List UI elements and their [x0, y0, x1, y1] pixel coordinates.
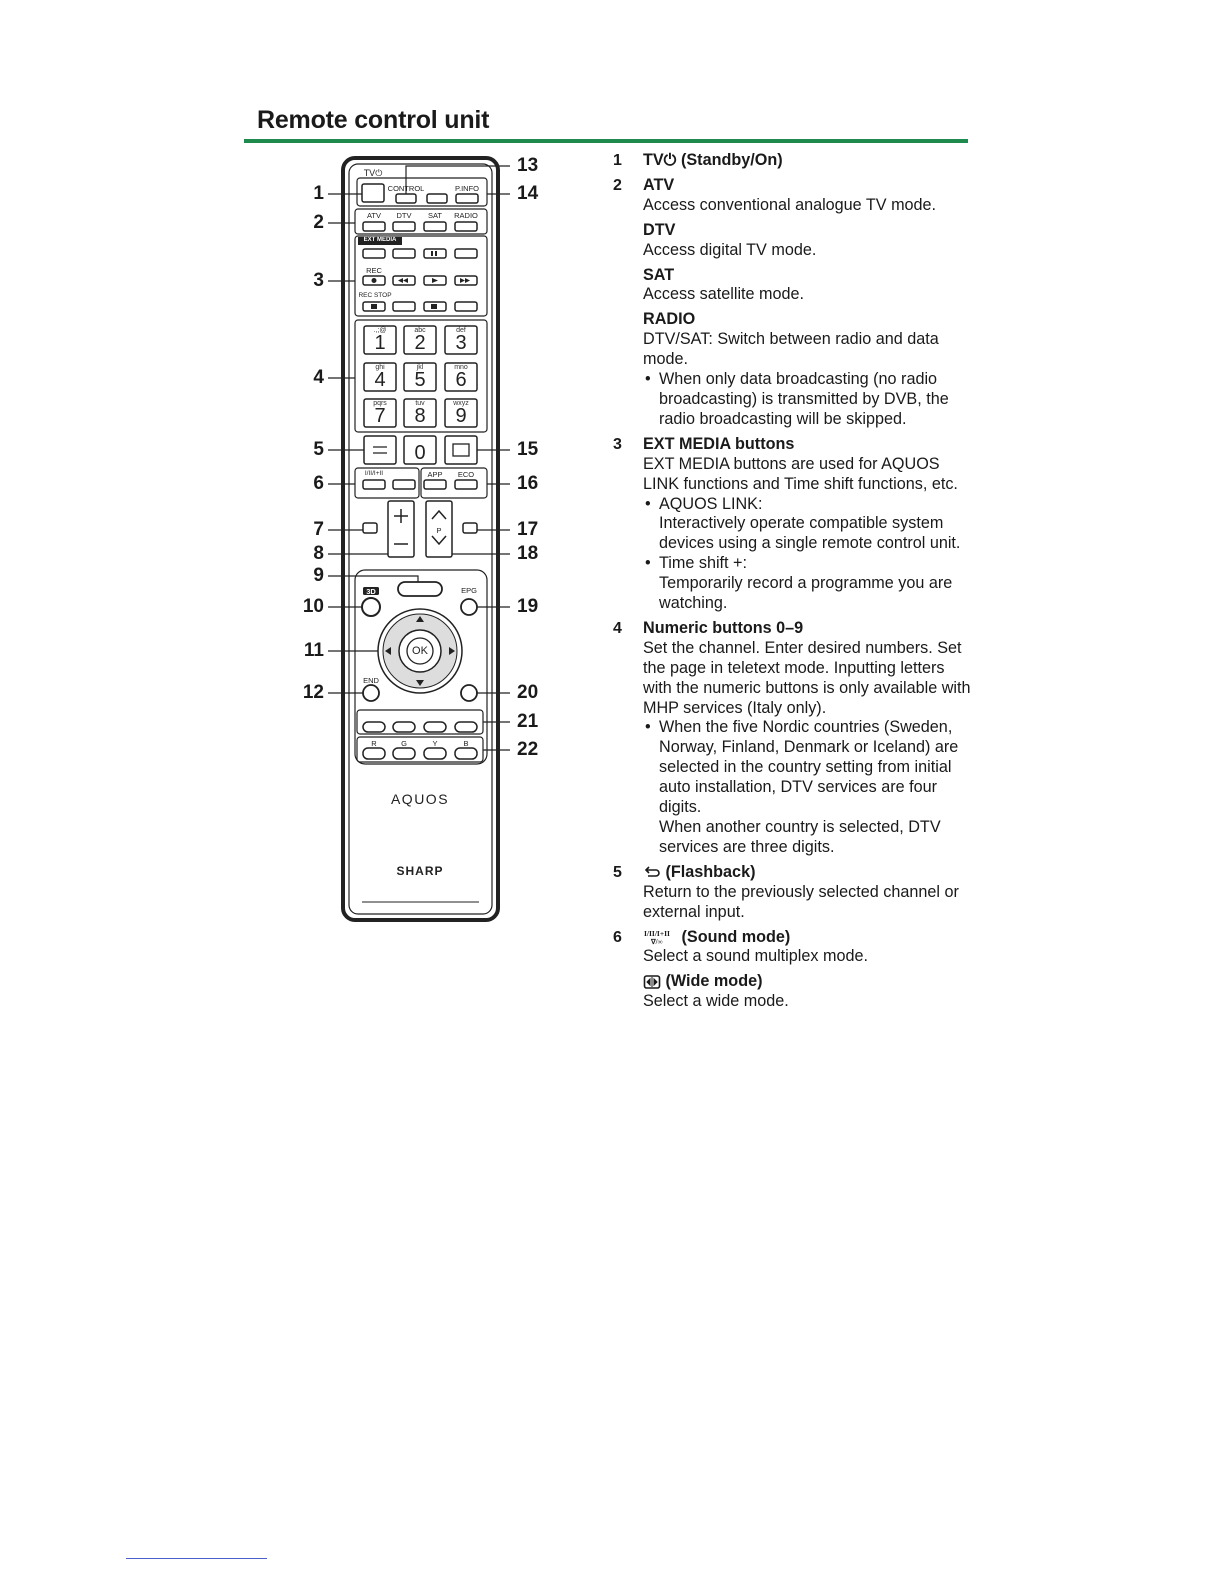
item-heading-row — [643, 928, 973, 948]
digit-letters-1: .,;@ — [373, 327, 387, 334]
ext-media-label: EXT MEDIA — [363, 237, 397, 243]
item-2 — [613, 176, 973, 430]
nordic-bullet: • When the five Nordic countries (Sweden, Norway, Finland, Denmark or Iceland) are selected in the country setting from initial auto installation, DTV services are four digits. — [643, 718, 973, 818]
page-title: Remote control unit — [257, 106, 490, 134]
item-heading: TV⏻ (Standby/On) — [643, 151, 783, 169]
item-text: Select a sound multiplex mode. — [643, 947, 868, 966]
sub-text-dtv: Access digital TV mode. — [643, 240, 817, 259]
digit-1: 1 — [374, 332, 386, 354]
item-number: 6 — [613, 928, 622, 946]
power-button — [362, 184, 384, 202]
callout-7: 7 — [313, 519, 324, 540]
digit-letters-7: pqrs — [373, 400, 387, 407]
item-heading: Numeric buttons 0–9 — [643, 618, 804, 637]
radio-note-bullet: • When only data broadcasting (no radio broadcasting) is transmitted by DVB, the radio broadcasting will be skipped. — [643, 370, 973, 430]
digit-5: 5 — [414, 369, 426, 391]
subtitle-button — [463, 523, 477, 533]
callout-2: 2 — [313, 212, 324, 233]
teletext-button — [427, 194, 447, 203]
digit-letters-3: def — [456, 327, 466, 334]
sound-label: I/II/I+II — [364, 470, 384, 477]
sat-button — [424, 222, 446, 231]
end-button — [363, 685, 379, 701]
callout-5: 5 — [313, 439, 324, 460]
callout-15: 15 — [517, 439, 539, 460]
button-descriptions — [613, 151, 973, 1012]
atv-label: ATV — [366, 211, 382, 220]
digit-2: 2 — [414, 332, 426, 354]
digit-3: 3 — [455, 332, 467, 354]
atv-button — [363, 222, 385, 231]
item-heading: EXT MEDIA buttons — [643, 434, 795, 453]
digit-0: 0 — [414, 442, 426, 464]
digit-4: 4 — [374, 369, 386, 391]
nordic-bullet-continued: When another country is selected, DTV services are three digits. — [659, 818, 941, 856]
digit-letters-2: abc — [414, 327, 426, 334]
callout-21: 21 — [517, 711, 539, 732]
dtv-label: DTV — [396, 211, 412, 220]
sharp-logo: SHARP — [396, 864, 444, 878]
item-number: 4 — [613, 619, 622, 637]
control-button — [396, 194, 416, 203]
sub-text-wide: Select a wide mode. — [643, 992, 789, 1011]
color-label-g: G — [401, 739, 407, 748]
svg-text:∇/∞: ∇/∞ — [651, 938, 663, 947]
svg-text:I/II/I+II: I/II/I+II — [644, 929, 670, 939]
3d-button — [362, 598, 380, 616]
item-heading: ATV — [643, 175, 675, 194]
sub-text-sat: Access satellite mode. — [643, 285, 805, 304]
home-button — [398, 582, 442, 596]
digit-8: 8 — [414, 405, 426, 427]
digit-7: 7 — [374, 405, 386, 427]
item-number: 3 — [613, 435, 622, 453]
remote-illustration — [300, 150, 560, 930]
sub-heading-sat: SAT — [643, 265, 675, 284]
rec-label: REC — [366, 266, 382, 275]
input-button — [445, 436, 477, 464]
time-shift-bullet: • Time shift +: — [643, 554, 973, 574]
item-5 — [613, 863, 973, 923]
callout-19: 19 — [517, 596, 539, 617]
title-rule — [244, 139, 968, 143]
item-heading: (Flashback) — [665, 862, 756, 881]
item-text: Return to the previously selected channel or external input. — [643, 882, 959, 921]
footer-link-underline — [126, 1558, 267, 1559]
digit-letters-4: ghi — [375, 364, 385, 371]
digit-letters-5: jkl — [416, 364, 424, 371]
callout-9: 9 — [313, 565, 324, 586]
eco-label: ECO — [457, 470, 475, 479]
callout-10: 10 — [302, 596, 324, 617]
end-label: END — [363, 676, 379, 685]
digit-9: 9 — [455, 405, 467, 427]
item-text: Access conventional analogue TV mode. — [643, 195, 937, 214]
item-heading: (Sound mode) — [681, 927, 791, 946]
callout-4: 4 — [313, 367, 324, 388]
sat-label: SAT — [427, 211, 443, 220]
callout-8: 8 — [313, 543, 324, 564]
radio-label: RADIO — [454, 211, 478, 220]
callout-13: 13 — [517, 155, 539, 176]
callout-6: 6 — [313, 473, 324, 494]
sound-mode-icon — [643, 928, 677, 946]
callout-17: 17 — [517, 519, 539, 540]
p-label: P — [436, 526, 442, 535]
tv-label: TV⏻ — [363, 168, 383, 178]
wide-mode-icon — [643, 974, 661, 990]
app-label: APP — [427, 470, 443, 479]
digit-6: 6 — [455, 369, 467, 391]
callout-11: 11 — [303, 640, 324, 661]
item-6 — [613, 928, 973, 1013]
item-heading-row — [643, 863, 973, 883]
item-number: 5 — [613, 863, 622, 881]
item-3 — [613, 435, 973, 614]
callout-1: 1 — [313, 183, 324, 204]
item-number: 1 — [613, 152, 622, 169]
sub-heading-row — [643, 972, 973, 992]
callout-18: 18 — [517, 543, 539, 564]
aquos-link-text: Interactively operate compatible system devices using a single remote control unit. — [659, 514, 961, 553]
item-4 — [613, 619, 973, 858]
aquos-link-bullet: • AQUOS LINK: — [643, 495, 973, 515]
radio-button — [455, 222, 477, 231]
sub-text-radio: DTV/SAT: Switch between radio and data mode. — [643, 330, 939, 369]
three-d-label: 3D — [366, 587, 376, 596]
digit-letters-9: wxyz — [453, 400, 469, 407]
callout-12: 12 — [302, 682, 324, 703]
sub-heading-wide: (Wide mode) — [665, 972, 763, 991]
ok-label: OK — [412, 645, 428, 657]
epg-button — [461, 599, 477, 615]
control-label: CONTROL — [387, 184, 425, 193]
flashback-button — [364, 436, 396, 464]
pinfo-button — [456, 194, 478, 203]
pinfo-label: P.INFO — [454, 184, 480, 193]
dtv-button — [393, 222, 415, 231]
callout-20: 20 — [517, 682, 539, 703]
rec-stop-label: REC STOP — [358, 292, 392, 299]
item-number: 2 — [613, 176, 622, 194]
item-1 — [613, 151, 973, 171]
color-label-y: Y — [432, 739, 438, 748]
callout-14: 14 — [517, 183, 539, 204]
time-shift-text: Temporarily record a programme you are watching. — [659, 574, 953, 613]
sub-heading-radio: RADIO — [643, 310, 696, 329]
item-text: EXT MEDIA buttons are used for AQUOS LINK functions and Time shift functions, etc. — [643, 454, 958, 493]
callout-16: 16 — [517, 473, 539, 494]
return-button — [461, 685, 477, 701]
epg-label: EPG — [461, 586, 477, 595]
item-text: Set the channel. Enter desired numbers. Set the page in teletext mode. Inputting letters with the numeric buttons is only available with MHP services (Italy only). — [643, 638, 971, 717]
color-label-r: R — [371, 739, 377, 748]
digit-letters-8: tuv — [415, 400, 425, 407]
sub-heading-dtv: DTV — [643, 220, 676, 239]
digit-letters-6: mno — [454, 364, 468, 371]
callout-3: 3 — [313, 270, 324, 291]
aquos-brand: AQUOS — [390, 791, 450, 807]
flashback-icon — [643, 865, 661, 881]
callout-22: 22 — [517, 739, 539, 760]
color-label-b: B — [463, 739, 469, 748]
mute-button — [363, 523, 377, 533]
